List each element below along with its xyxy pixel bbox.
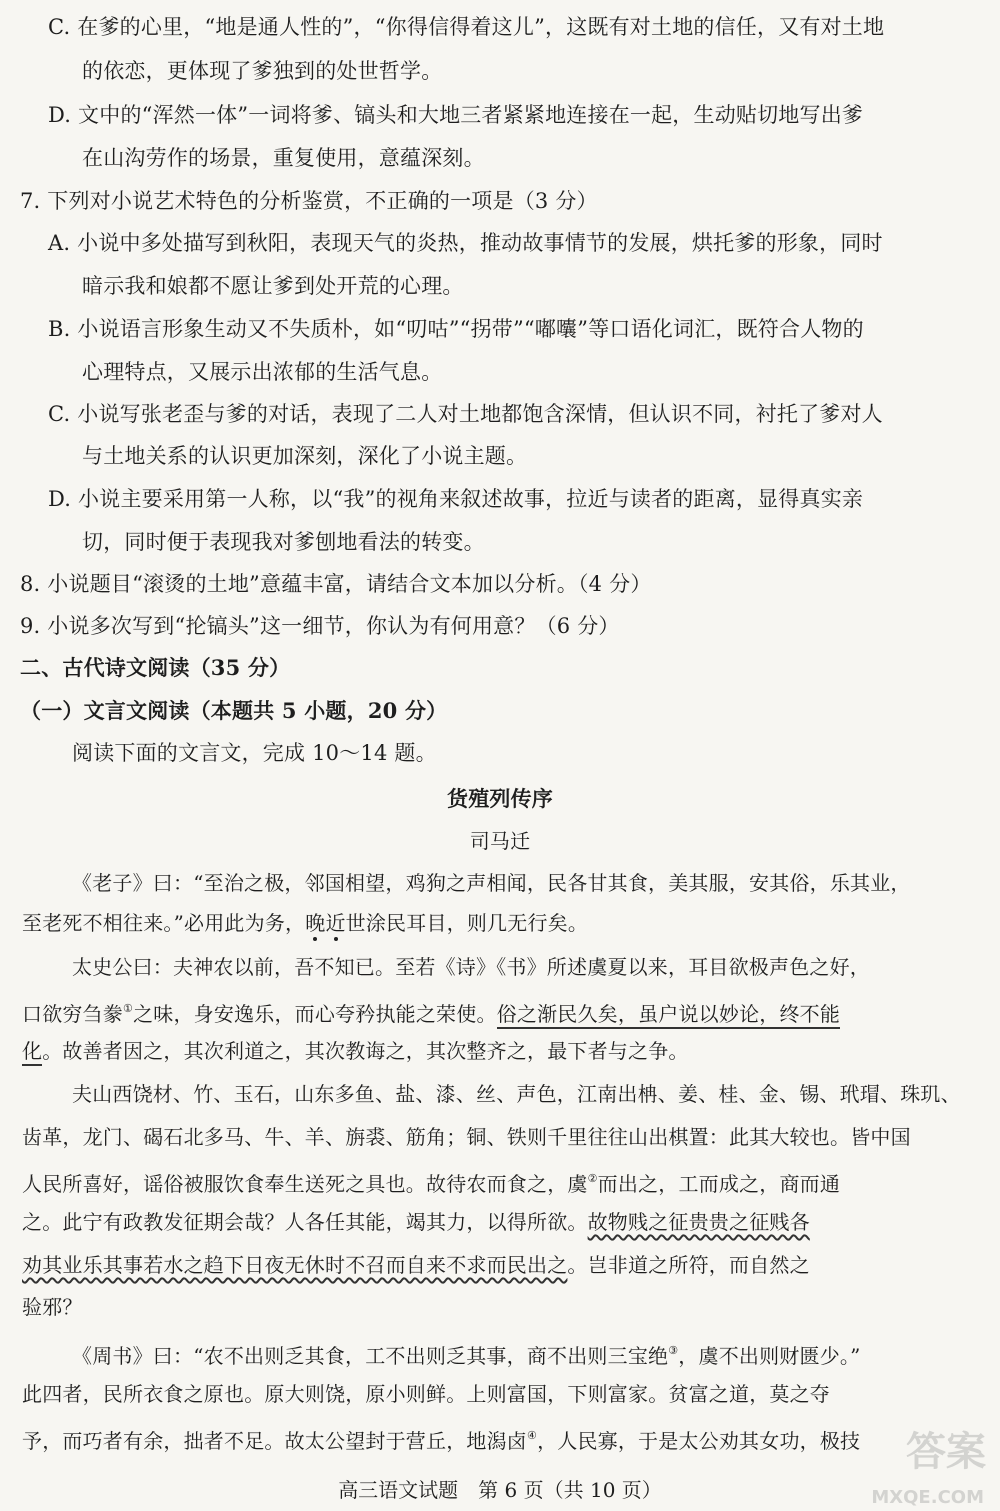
passage-p3-line5: 劝其业乐其事若水之趋下日夜无休时不召而自来不求而民出之。岂非道之所符，而自然之	[22, 1253, 810, 1277]
q6-option-d-line2: 在山沟劳作的场景，重复使用，意蕴深刻。	[82, 146, 485, 170]
subsection-heading: （一）文言文阅读（本题共 5 小题，20 分）	[20, 698, 448, 723]
watermark-url: MXQE.COM	[871, 1487, 984, 1508]
footnote-marker: ②	[587, 1172, 598, 1185]
watermark-mark: 答案	[906, 1429, 986, 1475]
q7-option-d-line2: 切，同时便于表现我对爹刨地看法的转变。	[82, 530, 485, 554]
passage-p2-line3: 化。故善者因之，其次利道之，其次教诲之，其次整齐之，最下者与之争。	[22, 1036, 689, 1066]
q8-stem: 8. 小说题目“滚烫的土地”意蕴丰富，请结合文本加以分析。（4 分）	[20, 572, 652, 596]
q7-stem: 7. 下列对小说艺术特色的分析鉴赏，不正确的一项是（3 分）	[20, 189, 598, 213]
q6-option-c-line2: 的依恋，更体现了爹独到的处世哲学。	[82, 59, 443, 83]
section-heading: 二、古代诗文阅读（35 分）	[20, 655, 291, 680]
wavy-underlined-sentence: 故物贱之征贵贵之征贱各	[587, 1210, 810, 1234]
passage-title: 货殖列传序	[447, 786, 553, 811]
page-footer: 高三语文试题 第 6 页（共 10 页）	[338, 1478, 662, 1502]
passage-p3-line3: 人民所喜好，谣俗被服饮食奉生送死之具也。故待农而食之，虞②而出之，工而成之，商而通	[22, 1172, 841, 1196]
passage-author: 司马迁	[469, 829, 531, 853]
wavy-underlined-sentence-cont: 劝其业乐其事若水之趋下日夜无休时不召而自来不求而民出之	[22, 1253, 568, 1277]
watermark-logo	[816, 1420, 986, 1508]
footnote-marker: ①	[123, 1002, 134, 1015]
underlined-sentence: 俗之渐民久矣，虽户说以妙论，终不能	[497, 1002, 840, 1029]
footnote-marker: ④	[527, 1429, 538, 1442]
reading-instruction: 阅读下面的文言文，完成 10～14 题。	[72, 741, 437, 765]
passage-p3-line1: 夫山西饶材、竹、玉石，山东多鱼、盐、漆、丝、声色，江南出柟、姜、桂、金、锡、玳瑁、珠玑、	[72, 1082, 961, 1106]
emphasis-dot-char: 晚	[305, 911, 326, 935]
q7-option-a-line1: A. 小说中多处描写到秋阳，表现天气的炎热，推动故事情节的发展，烘托爹的形象，同时	[48, 231, 883, 255]
passage-p3-line6: 验邪？	[22, 1295, 83, 1319]
q9-stem: 9. 小说多次写到“抡镐头”这一细节，你认为有何用意？（6 分）	[20, 614, 620, 638]
emphasis-dot-char: 近	[325, 911, 346, 935]
q6-option-d-line1: D. 文中的“浑然一体”一词将爹、镐头和大地三者紧紧地连接在一起，生动贴切地写出爹	[48, 103, 864, 127]
footnote-marker: ③	[668, 1344, 679, 1357]
q7-option-b-line1: B. 小说语言形象生动又不失质朴，如“叨咕”“拐带”“嘟囔”等口语化词汇，既符合人物的	[48, 317, 864, 341]
q6-option-c-line1: C. 在爹的心里，“地是通人性的”，“你得信得着这儿”，这既有对土地的信任，又有对土地	[48, 15, 885, 39]
passage-p2-line2: 口欲穷刍豢①之味，身安逸乐，而心夸矜执能之荣使。俗之渐民久矣，虽户说以妙论，终不能	[22, 994, 840, 1029]
q7-option-b-line2: 心理特点，又展示出浓郁的生活气息。	[82, 360, 443, 384]
q7-option-c-line1: C. 小说写张老歪与爹的对话，表现了二人对土地都饱含深情，但认识不同，衬托了爹对人	[48, 402, 883, 426]
passage-p1-line2: 至老死不相往来。”必用此为务，晚近世涂民耳目，则几无行矣。	[22, 911, 589, 935]
q7-option-c-line2: 与土地关系的认识更加深刻，深化了小说主题。	[82, 444, 528, 468]
q7-option-a-line2: 暗示我和娘都不愿让爹到处开荒的心理。	[82, 274, 464, 298]
underlined-sentence-end: 化	[22, 1039, 42, 1066]
q7-option-d-line1: D. 小说主要采用第一人称，以“我”的视角来叙述故事，拉近与读者的距离，显得真实亲	[48, 487, 864, 511]
passage-p3-line4: 之。此宁有政教发征期会哉？人各任其能，竭其力，以得所欲。故物贱之征贵贵之征贱各	[22, 1210, 810, 1234]
passage-p4-line3: 予，而巧者有余，拙者不足。故太公望封于营丘，地潟卤④，人民寡，于是太公劝其女功，极技	[22, 1429, 861, 1453]
passage-p2-line1: 太史公曰：夫神农以前，吾不知已。至若《诗》《书》所述虞夏以来，耳目欲极声色之好，	[72, 955, 870, 979]
passage-p1-line1: 《老子》曰：“至治之极，邻国相望，鸡狗之声相闻，民各甘其食，美其服，安其俗，乐其业，	[72, 871, 911, 895]
passage-p3-line2: 齿革，龙门、碣石北多马、牛、羊、旃裘、筋角；铜、铁则千里往往山出棋置：此其大较也。皆中国	[22, 1125, 911, 1149]
passage-p4-line2: 此四者，民所衣食之原也。原大则饶，原小则鲜。上则富国，下则富家。贫富之道，莫之夺	[22, 1382, 830, 1406]
passage-p4-line1: 《周书》曰：“农不出则乏其食，工不出则乏其事，商不出则三宝绝③，虞不出则财匮少。”	[72, 1344, 861, 1368]
